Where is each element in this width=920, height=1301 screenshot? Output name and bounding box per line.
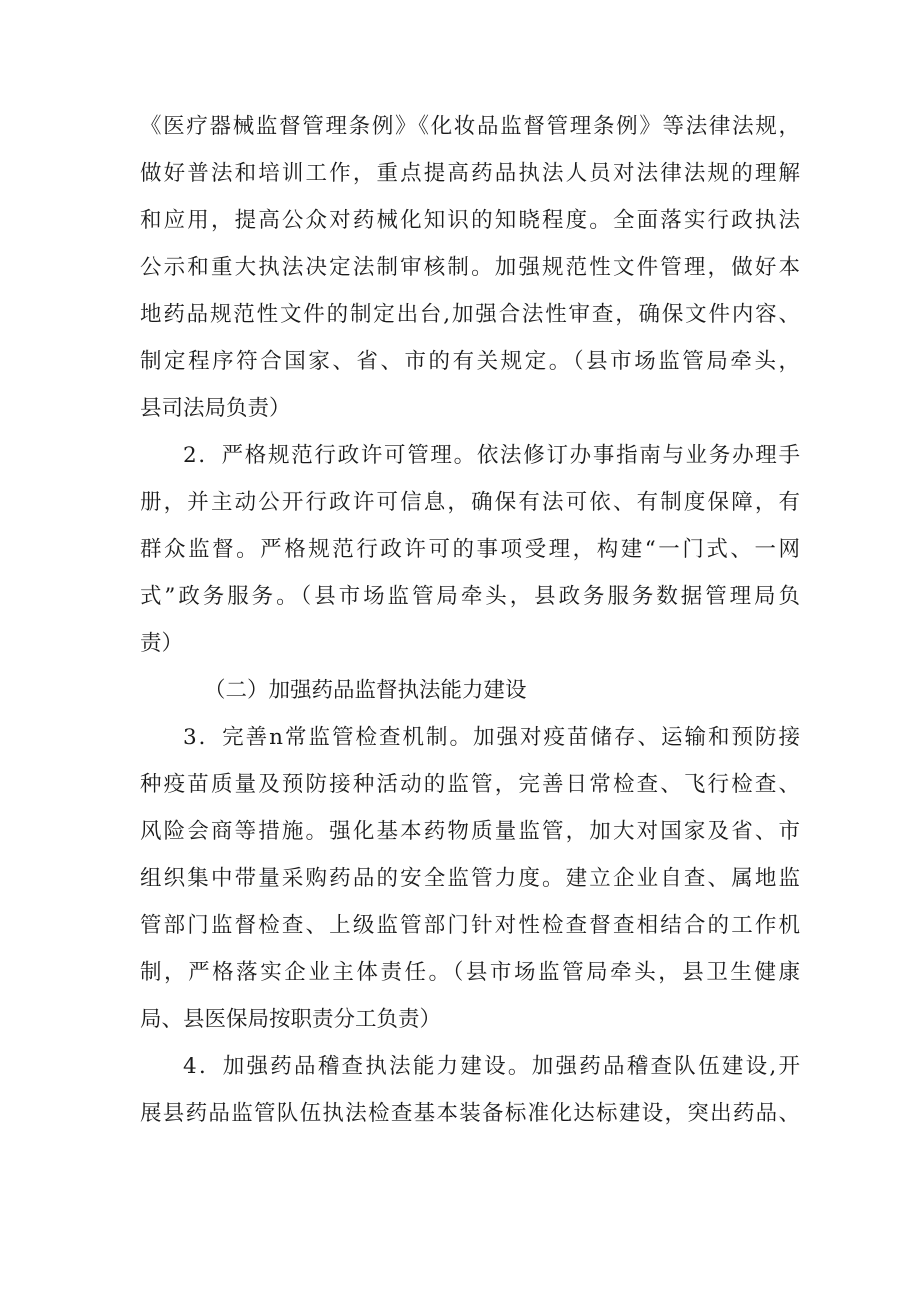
text-line: 《医疗器械监督管理条例》《化妆品监督管理条例》等法律法规， — [140, 114, 800, 139]
text-line: 管部门监督检查、上级监管部门针对性检查督查相结合的工作机 — [140, 913, 800, 938]
text-line: 和应用，提高公众对药械化知识的知晓程度。全面落实行政执法 — [140, 208, 800, 233]
text-line: 式”政务服务。（县市场监管局牵头，县政务服务数据管理局负 — [140, 584, 800, 609]
text-line: 局、县医保局按职责分工负责） — [140, 1007, 442, 1032]
document-body — [140, 103, 800, 1137]
text-line: 制，严格落实企业主体责任。（县市场监管局牵头，县卫生健康 — [140, 960, 800, 985]
text-line: 县司法局负责） — [140, 396, 291, 421]
paragraph-item-4-start: 4．加强药品稽查执法能力建设。加强药品稽查队伍建设,开 — [183, 1054, 800, 1079]
paragraph-item-3-start: 3．完善n常监管检查机制。加强对疫苗储存、运输和预防接 — [183, 725, 800, 750]
text-line: 种疫苗质量及预防接种活动的监管，完善日常检查、飞行检查、 — [140, 772, 800, 797]
text-line: 群众监督。严格规范行政许可的事项受理，构建“一门式、一网 — [140, 537, 800, 562]
section-heading: （二）加强药品监督执法能力建设 — [204, 678, 527, 703]
text-line: 地药品规范性文件的制定出台,加强合法性审查，确保文件内容、 — [140, 302, 800, 327]
text-line: 册，并主动公开行政许可信息，确保有法可依、有制度保障，有 — [140, 490, 800, 515]
text-line: 组织集中带量采购药品的安全监管力度。建立企业自查、属地监 — [140, 866, 800, 891]
text-line: 责） — [140, 631, 184, 656]
paragraph-item-2-start: 2．严格规范行政许可管理。依法修订办事指南与业务办理手 — [183, 443, 800, 468]
text-line: 风险会商等措施。强化基本药物质量监管，加大对国家及省、市 — [140, 819, 800, 844]
text-line: 公示和重大执法决定法制审核制。加强规范性文件管理，做好本 — [140, 255, 800, 280]
text-line: 展县药品监管队伍执法检查基本装备标准化达标建设，突出药品、 — [140, 1101, 800, 1126]
text-line: 制定程序符合国家、省、市的有关规定。（县市场监管局牵头， — [140, 349, 800, 374]
text-line: 做好普法和培训工作，重点提高药品执法人员对法律法规的理解 — [140, 161, 800, 186]
